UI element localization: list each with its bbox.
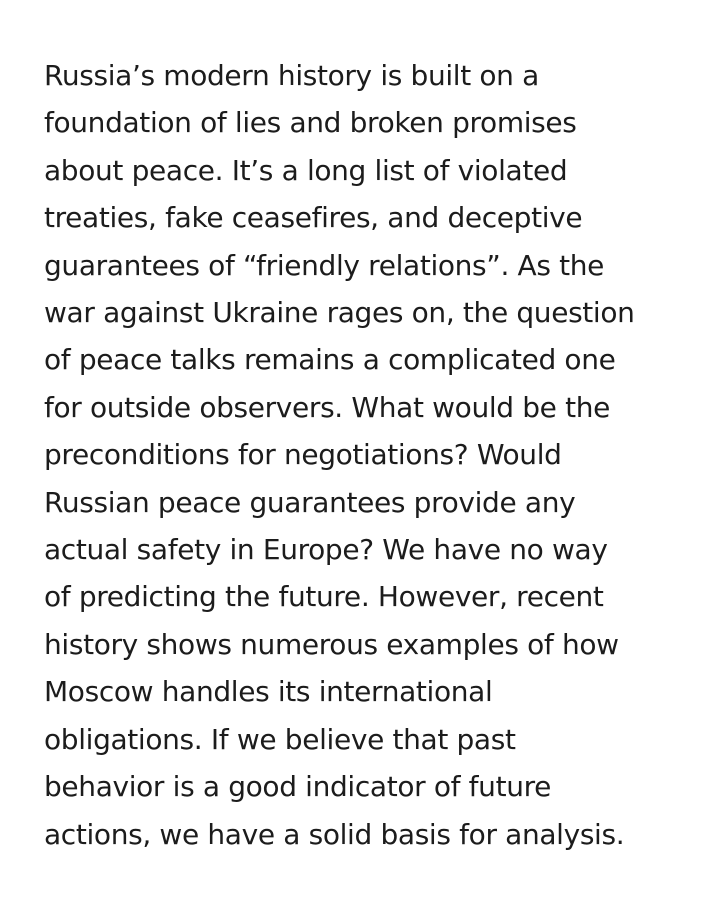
paragraph-line: treaties, fake ceasefires, and deceptive — [44, 201, 583, 235]
paragraph-line: guarantees of “friendly relations”. As the — [44, 248, 605, 282]
paragraph-line: history shows numerous examples of how — [44, 627, 619, 661]
paragraph-line: of peace talks remains a complicated one — [44, 343, 616, 377]
paragraph-line: actual safety in Europe? We have no way — [44, 533, 608, 567]
paragraph-line: about peace. It’s a long list of violated — [44, 153, 568, 187]
paragraph-line: foundation of lies and broken promises — [44, 106, 577, 140]
paragraph-line: for outside observers. What would be the — [44, 390, 611, 424]
paragraph-line: obligations. If we believe that past — [44, 722, 516, 756]
paragraph-line: of predicting the future. However, recent — [44, 580, 604, 614]
paragraph-line: Moscow handles its international — [44, 675, 493, 709]
paragraph-line: preconditions for negotiations? Would — [44, 438, 562, 472]
paragraph-line: Russian peace guarantees provide any — [44, 485, 576, 519]
article-paragraph — [44, 52, 684, 858]
paragraph-line: behavior is a good indicator of future — [44, 770, 552, 804]
paragraph-line: Russia’s modern history is built on a — [44, 59, 539, 92]
paragraph-line: actions, we have a solid basis for analysis. — [44, 817, 625, 851]
paragraph-line: war against Ukraine rages on, the question — [44, 296, 635, 330]
